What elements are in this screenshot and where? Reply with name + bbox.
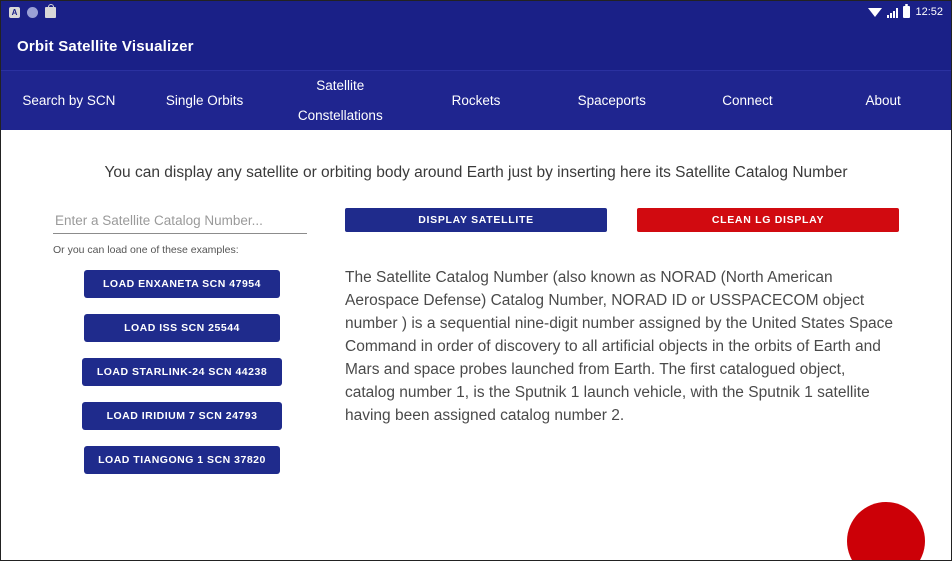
tab-single-orbits[interactable] [137, 71, 273, 130]
battery-icon [903, 6, 910, 18]
tab-search-by-scn[interactable] [1, 71, 137, 130]
tab-label: Rockets [451, 93, 501, 108]
tab-spaceports[interactable] [544, 71, 680, 130]
tab-label-line1: Satellite [316, 78, 365, 93]
tab-label: About [865, 93, 901, 108]
status-bar [1, 1, 951, 23]
wifi-icon [868, 8, 882, 17]
nav-tabs [1, 70, 951, 130]
circle-icon [27, 7, 38, 18]
tab-label-line2: Constellations [297, 108, 383, 123]
clean-lg-display-button[interactable]: CLEAN LG DISPLAY [637, 208, 899, 232]
search-input[interactable] [53, 210, 307, 234]
tab-connect[interactable] [680, 71, 816, 130]
tab-label: Spaceports [577, 93, 646, 108]
floating-action-button[interactable] [847, 502, 925, 561]
tab-label: Search by SCN [22, 93, 116, 108]
tab-label: Connect [722, 93, 773, 108]
load-enxaneta-button[interactable]: LOAD ENXANETA SCN 47954 [84, 270, 280, 298]
app-badge-icon: A [9, 7, 20, 18]
tab-rockets[interactable] [408, 71, 544, 130]
tab-label: Single Orbits [165, 93, 244, 108]
action-buttons-row [345, 208, 899, 232]
app-header [1, 23, 951, 70]
status-bar-right-icons [868, 6, 943, 18]
status-bar-clock: 12:52 [915, 6, 943, 18]
page-title: Orbit Satellite Visualizer [17, 38, 194, 55]
intro-text: You can display any satellite or orbiting body around Earth just by inserting here its Satellite Catalog Number [104, 164, 848, 181]
tab-about[interactable] [815, 71, 951, 130]
load-tiangong-button[interactable]: LOAD TIANGONG 1 SCN 37820 [84, 446, 280, 474]
right-column [311, 210, 899, 490]
signal-icon [887, 7, 898, 18]
left-column [53, 210, 311, 490]
load-iss-button[interactable]: LOAD ISS SCN 25544 [84, 314, 280, 342]
display-satellite-button[interactable]: DISPLAY SATELLITE [345, 208, 607, 232]
description-text: The Satellite Catalog Number (also known as NORAD (North American Aerospace Defense) Catalog Number, NORAD ID or USSPACECOM object number ) is a sequential nine-digit number assigned by the United States Space Command in order of discovery to all artificial objects in the orbits of Earth and Mars and space probes launched from Earth. The first catalogued object, catalog number 1, is the Sputnik 1 launch vehicle, with the Sputnik 1 satellite having been assigned catalog number 2. [345, 269, 893, 424]
status-bar-left-icons [9, 7, 56, 18]
examples-note: Or you can load one of these examples: [53, 244, 239, 256]
lock-icon [45, 7, 56, 18]
tab-label [298, 78, 383, 123]
tab-satellite-constellations[interactable] [272, 71, 408, 130]
load-starlink-button[interactable]: LOAD STARLINK-24 SCN 44238 [82, 358, 282, 386]
main-content [1, 130, 951, 561]
content-row [1, 182, 951, 490]
load-iridium-button[interactable]: LOAD IRIDIUM 7 SCN 24793 [82, 402, 282, 430]
